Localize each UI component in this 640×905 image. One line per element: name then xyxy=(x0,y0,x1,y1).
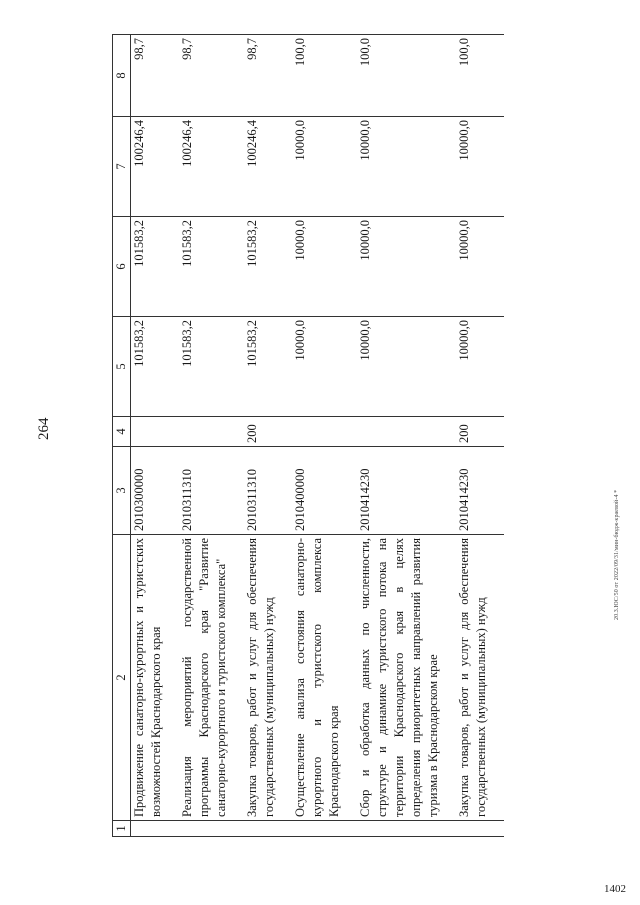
amount-col5-cell: 10000,0 xyxy=(292,317,357,417)
amount-col6-cell: 101583,2 xyxy=(244,217,292,317)
table-row xyxy=(456,35,504,837)
row-index-cell xyxy=(131,821,180,837)
amount-col6-cell: 101583,2 xyxy=(131,217,180,317)
budget-table xyxy=(112,34,504,837)
percent-cell: 98,7 xyxy=(131,35,180,117)
row-index-cell xyxy=(292,821,357,837)
amount-col7-cell: 100246,4 xyxy=(244,117,292,217)
target-code-cell: 2010311310 xyxy=(244,447,292,535)
percent-cell: 98,7 xyxy=(244,35,292,117)
row-index-cell xyxy=(456,821,504,837)
budget-table-container xyxy=(112,35,612,837)
target-code-cell: 2010414230 xyxy=(456,447,504,535)
column-header-8: 8 xyxy=(113,35,131,117)
expense-type-cell xyxy=(131,417,180,447)
expense-type-cell xyxy=(357,417,456,447)
item-name-cell: Осуществление анализа состояния санаторно-курортного и туристского комплекса Краснодарского края xyxy=(292,535,357,821)
table-row xyxy=(244,35,292,837)
percent-cell: 98,7 xyxy=(179,35,244,117)
page-number: 264 xyxy=(36,417,52,440)
row-index-cell xyxy=(179,821,244,837)
amount-col6-cell: 10000,0 xyxy=(456,217,504,317)
percent-cell: 100,0 xyxy=(292,35,357,117)
percent-cell: 100,0 xyxy=(456,35,504,117)
amount-col5-cell: 101583,2 xyxy=(131,317,180,417)
row-index-cell xyxy=(244,821,292,837)
document-footer: 20.3.ЮС/50 от 2022/09/31/мин-бюдж-краевой-4 * xyxy=(614,489,620,620)
target-code-cell: 2010400000 xyxy=(292,447,357,535)
expense-type-cell xyxy=(292,417,357,447)
amount-col6-cell: 10000,0 xyxy=(292,217,357,317)
column-header-7: 7 xyxy=(113,117,131,217)
expense-type-cell xyxy=(179,417,244,447)
amount-col5-cell: 101583,2 xyxy=(179,317,244,417)
amount-col6-cell: 101583,2 xyxy=(179,217,244,317)
amount-col7-cell: 100246,4 xyxy=(131,117,180,217)
expense-type-cell: 200 xyxy=(244,417,292,447)
table-row xyxy=(357,35,456,837)
item-name-cell: Закупка товаров, работ и услуг для обеспечения государственных (муниципальных) нужд xyxy=(244,535,292,821)
table-row xyxy=(131,35,180,837)
column-header-2: 2 xyxy=(113,535,131,821)
row-index-cell xyxy=(357,821,456,837)
target-code-cell: 2010414230 xyxy=(357,447,456,535)
column-header-5: 5 xyxy=(113,317,131,417)
amount-col5-cell: 101583,2 xyxy=(244,317,292,417)
item-name-cell: Реализация мероприятий государственной программы Краснодарского края "Развитие санаторно-курортного и туристского комплекса" xyxy=(179,535,244,821)
target-code-cell: 2010311310 xyxy=(179,447,244,535)
percent-cell: 100,0 xyxy=(357,35,456,117)
column-number-row xyxy=(113,35,131,837)
amount-col7-cell: 100246,4 xyxy=(179,117,244,217)
amount-col7-cell: 10000,0 xyxy=(456,117,504,217)
column-header-3: 3 xyxy=(113,447,131,535)
item-name-cell: Сбор и обработка данных по численности, структуре и динамике туристского потока на территории Краснодарского края в целях определения приоритетных направлений развития туризма в Краснодарском крае xyxy=(357,535,456,821)
column-header-1: 1 xyxy=(113,821,131,837)
item-name-cell: Закупка товаров, работ и услуг для обеспечения государственных (муниципальных) нужд xyxy=(456,535,504,821)
expense-type-cell: 200 xyxy=(456,417,504,447)
amount-col7-cell: 10000,0 xyxy=(357,117,456,217)
column-header-4: 4 xyxy=(113,417,131,447)
amount-col5-cell: 10000,0 xyxy=(357,317,456,417)
amount-col5-cell: 10000,0 xyxy=(456,317,504,417)
item-name-cell: Продвижение санаторно-курортных и туристских возможностей Краснодарского края xyxy=(131,535,180,821)
amount-col6-cell: 10000,0 xyxy=(357,217,456,317)
sheet-number: 1402 xyxy=(604,883,626,895)
column-header-6: 6 xyxy=(113,217,131,317)
table-row xyxy=(179,35,244,837)
table-row xyxy=(292,35,357,837)
target-code-cell: 2010300000 xyxy=(131,447,180,535)
amount-col7-cell: 10000,0 xyxy=(292,117,357,217)
